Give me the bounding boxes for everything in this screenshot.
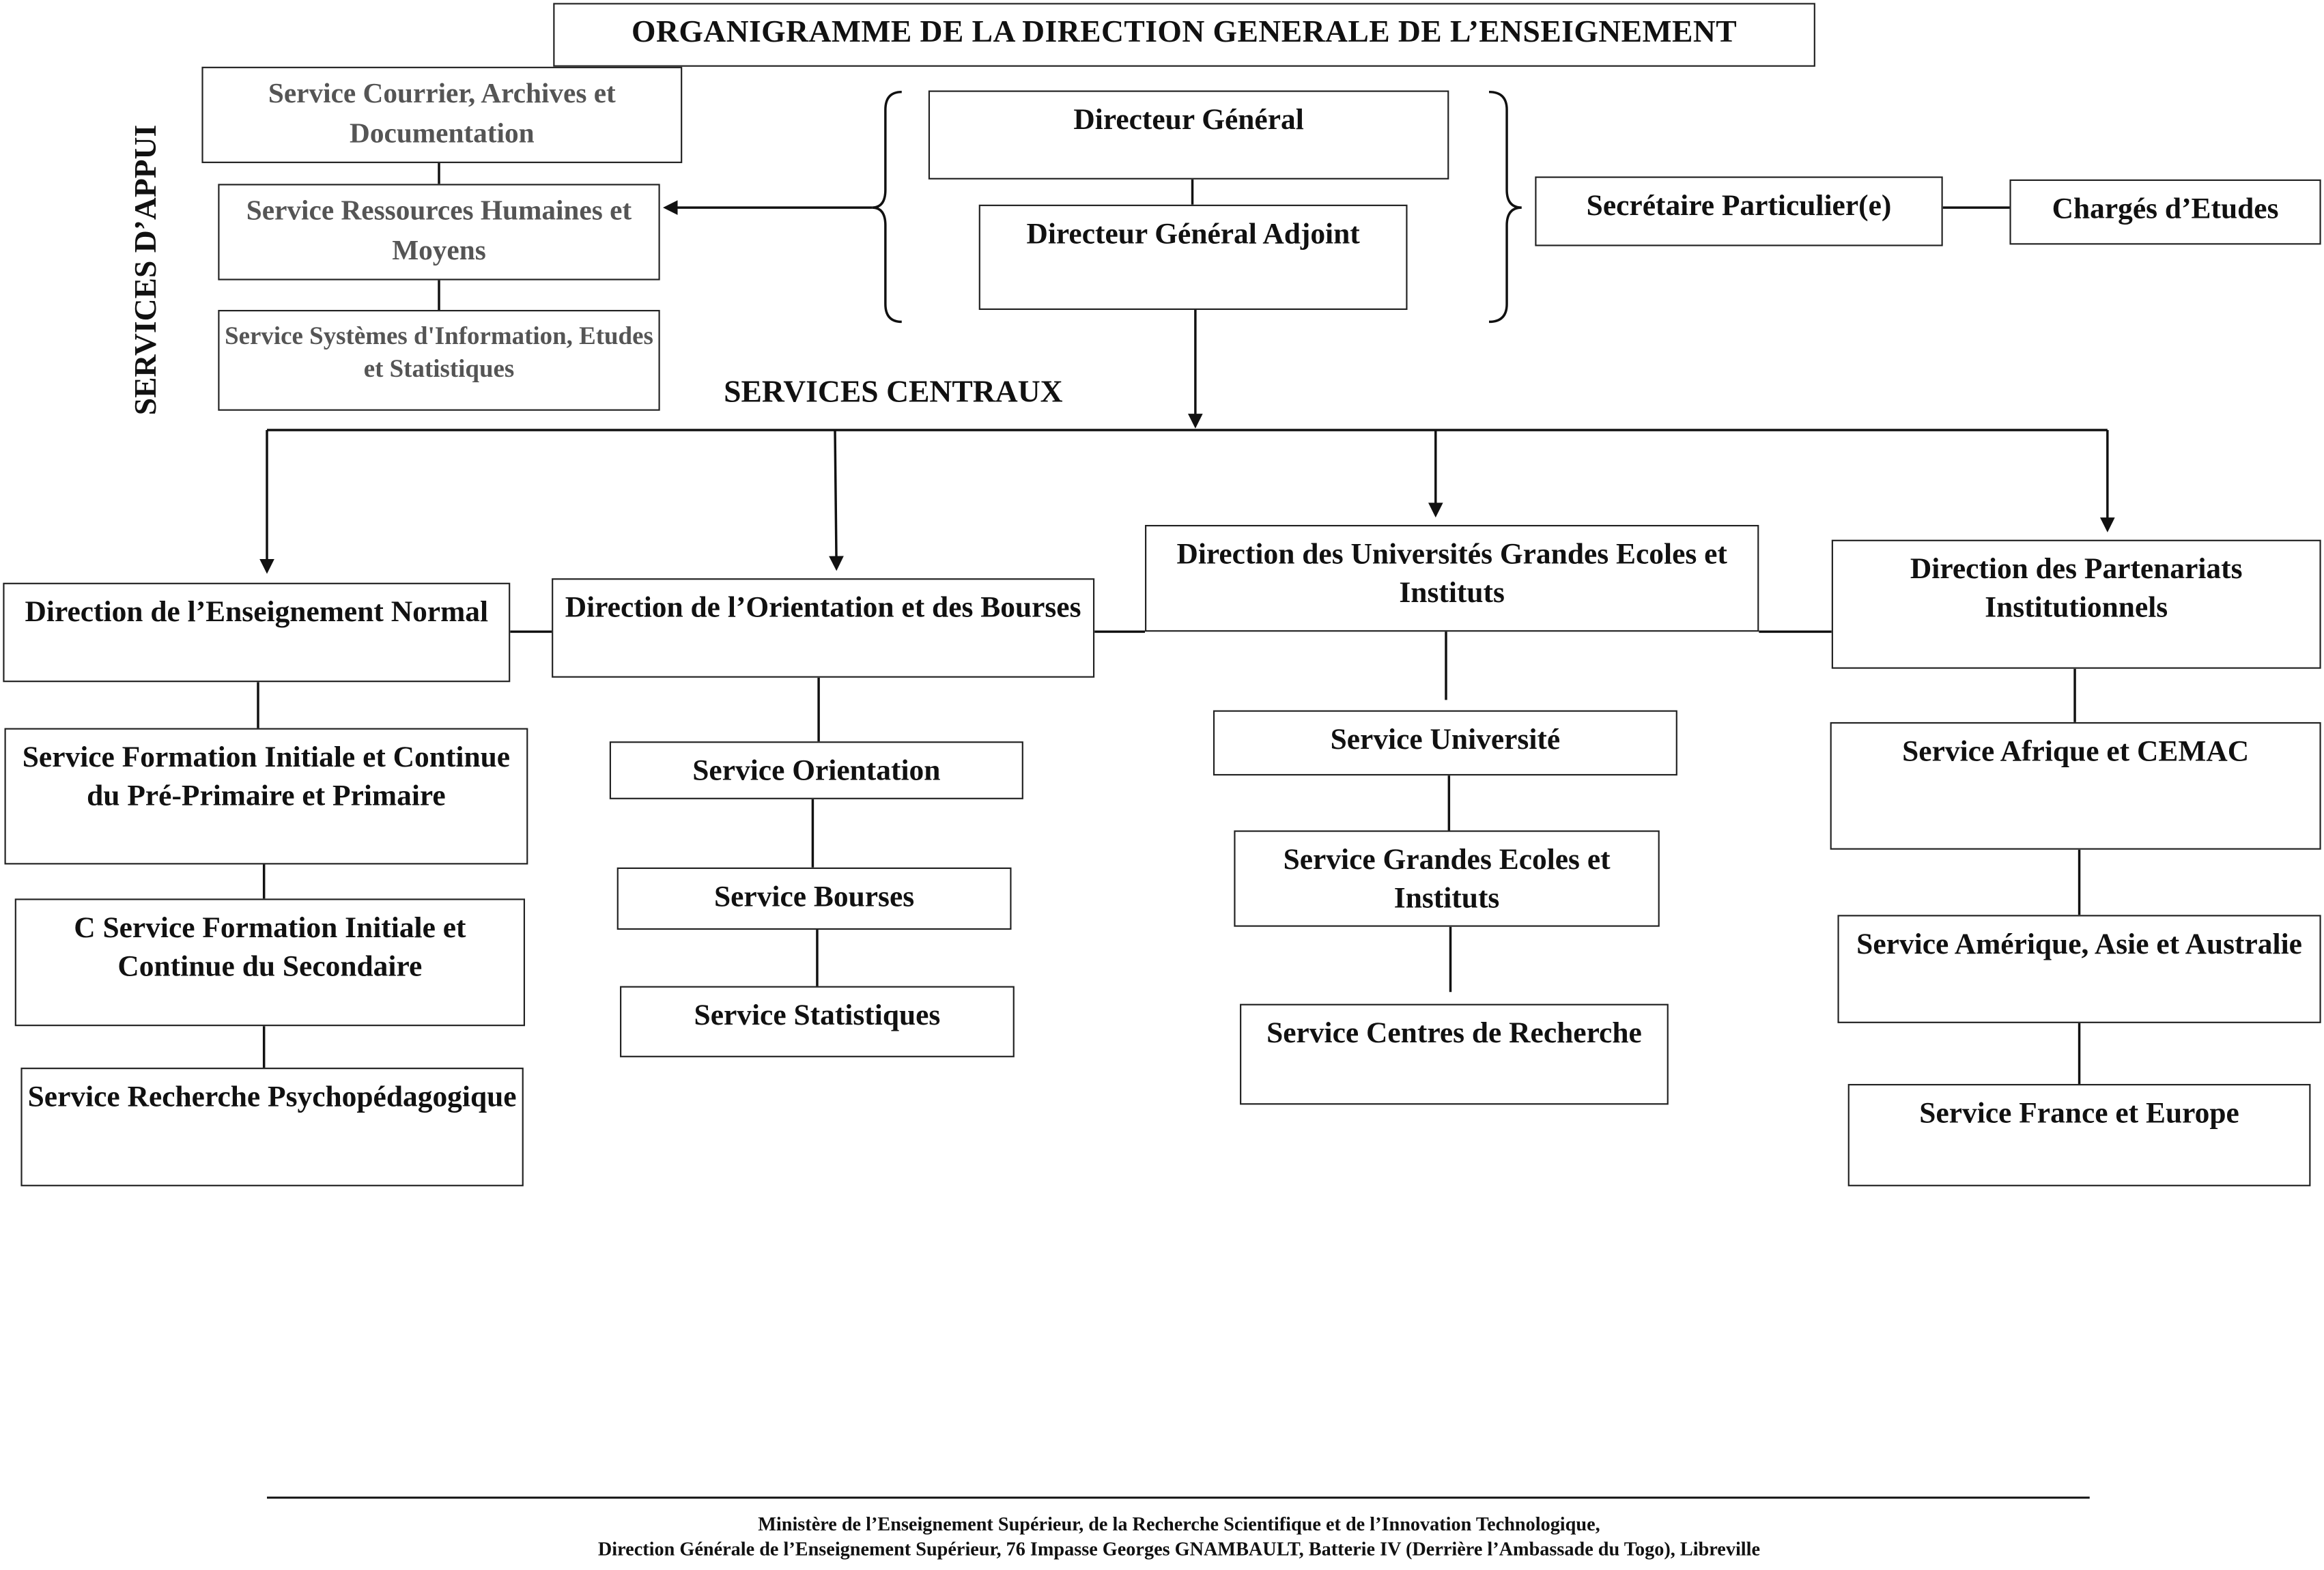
service-bourses: Service Bourses xyxy=(617,868,1012,930)
chart-title xyxy=(553,3,1815,66)
service-afrique-cemac: Service Afrique et CEMAC xyxy=(1830,722,2321,850)
service-orientation: Service Orientation xyxy=(610,741,1023,799)
charges-etudes: Chargés d’Etudes xyxy=(2009,180,2321,245)
service-france-europe: Service France et Europe xyxy=(1848,1084,2311,1186)
service-recherche-psychopedagogique: Service Recherche Psychopédagogique xyxy=(20,1068,523,1186)
direction-partenariats: Direction des Partenariats Institutionnels xyxy=(1832,540,2321,669)
support-services-label: SERVICES D’APPUI xyxy=(127,124,163,416)
directeur-general: Directeur Général xyxy=(929,91,1449,180)
support-service-si: Service Systèmes d'Information, Etudes et Statistiques xyxy=(218,310,660,411)
service-formation-primaire: Service Formation Initiale et Continue du Pré-Primaire et Primaire xyxy=(5,728,528,865)
footer-line-2: Direction Générale de l’Enseignement Supérieur, 76 Impasse Georges GNAMBAULT, Batterie IV (Derrière l’Ambassade du Togo), Libreville xyxy=(597,1537,1761,1560)
directeur-general-adjoint: Directeur Général Adjoint xyxy=(979,205,1408,310)
direction-universites: Direction des Universités Grandes Ecoles et Instituts xyxy=(1145,525,1759,631)
service-grandes-ecoles: Service Grandes Ecoles et Instituts xyxy=(1234,830,1659,926)
central-services-label: SERVICES CENTRAUX xyxy=(724,373,1063,410)
direction-enseignement-normal: Direction de l’Enseignement Normal xyxy=(3,583,510,683)
support-service-courrier: Service Courrier, Archives et Documentation xyxy=(201,67,682,163)
direction-orientation-bourses: Direction de l’Orientation et des Bourses xyxy=(552,578,1094,678)
chart-title-text: ORGANIGRAMME DE LA DIRECTION GENERALE DE L’ENSEIGNEMENT xyxy=(632,13,1738,49)
support-service-rh: Service Ressources Humaines et Moyens xyxy=(218,184,660,280)
service-statistiques: Service Statistiques xyxy=(620,986,1015,1057)
service-formation-secondaire: C Service Formation Initiale et Continue du Secondaire xyxy=(15,898,525,1026)
service-centres-recherche: Service Centres de Recherche xyxy=(1240,1004,1669,1105)
service-amerique-asie-australie: Service Amérique, Asie et Australie xyxy=(1837,915,2321,1023)
footer-line-1: Ministère de l’Enseignement Supérieur, de la Recherche Scientifique et de l’Innovation Technologique, xyxy=(758,1512,1600,1535)
secretaire-particulier: Secrétaire Particulier(e) xyxy=(1535,177,1942,246)
service-universite: Service Université xyxy=(1213,711,1677,776)
